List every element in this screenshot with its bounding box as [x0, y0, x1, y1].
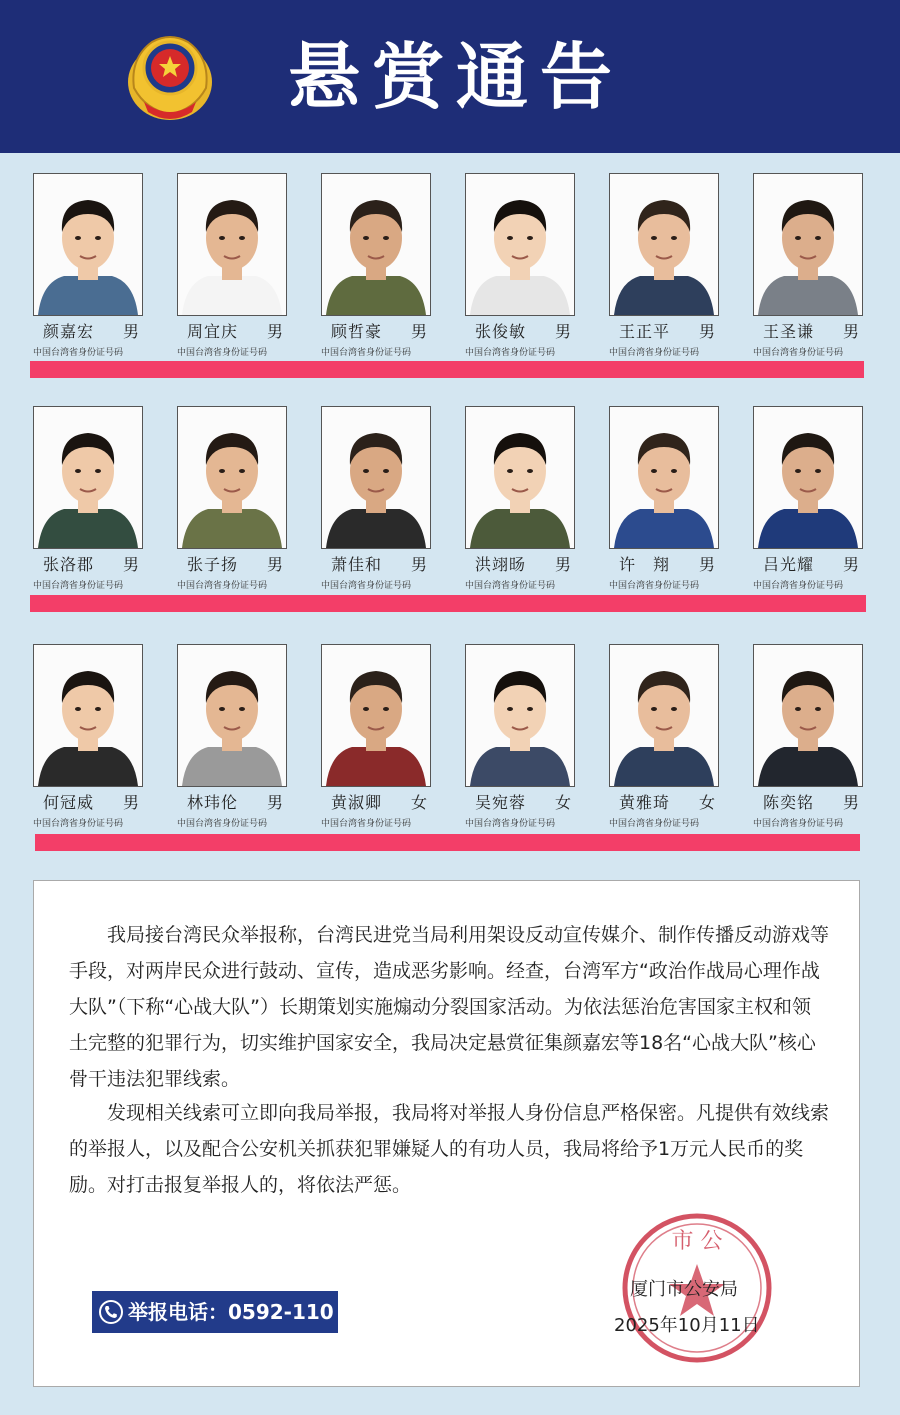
phone-icon — [98, 1299, 124, 1325]
id-number-label: 中国台湾省身份证号码 — [33, 348, 124, 358]
suspect-sex: 女 — [699, 793, 717, 812]
id-number-label: 中国台湾省身份证号码 — [609, 348, 700, 358]
issuing-authority: 厦门市公安局 — [630, 1279, 738, 1300]
suspect-sex: 男 — [123, 555, 141, 574]
suspect-sex: 女 — [555, 793, 573, 812]
id-number-label: 中国台湾省身份证号码 — [753, 348, 844, 358]
suspect-photo — [609, 173, 719, 316]
police-emblem-icon — [124, 28, 216, 122]
id-number-label: 中国台湾省身份证号码 — [465, 581, 556, 591]
suspect-name-line — [609, 321, 729, 343]
suspect-name-line — [753, 321, 873, 343]
suspect-name: 张俊敏 — [475, 322, 527, 341]
suspect-sex: 男 — [843, 793, 861, 812]
suspect-name: 吴宛蓉 — [475, 793, 527, 812]
suspect-name-line — [33, 554, 153, 576]
suspect-name: 王正平 — [619, 322, 671, 341]
suspect-photo — [321, 406, 431, 549]
suspect-name: 颜嘉宏 — [43, 322, 95, 341]
id-number-label: 中国台湾省身份证号码 — [609, 819, 700, 829]
suspect-name: 萧佳和 — [331, 555, 383, 574]
hotline-text: 举报电话：0592-110 — [128, 1300, 334, 1324]
suspect-photo — [33, 173, 143, 316]
suspect-name: 黄淑卿 — [331, 793, 383, 812]
suspect-name-line — [33, 321, 153, 343]
suspect-name-line — [753, 792, 873, 814]
id-number-label: 中国台湾省身份证号码 — [177, 348, 268, 358]
suspect-photo — [753, 644, 863, 787]
suspect-sex: 男 — [699, 555, 717, 574]
suspect-name-line — [465, 792, 585, 814]
id-number-label: 中国台湾省身份证号码 — [321, 819, 412, 829]
suspect-name-line — [465, 321, 585, 343]
suspect-sex: 男 — [123, 793, 141, 812]
suspect-sex: 男 — [843, 555, 861, 574]
id-number-label: 中国台湾省身份证号码 — [753, 819, 844, 829]
red-bar-row-3 — [35, 834, 860, 851]
seal-text: 市 公 — [671, 1229, 723, 1254]
red-bar-row-1 — [30, 361, 864, 378]
suspect-name-line — [177, 321, 297, 343]
id-number-label: 中国台湾省身份证号码 — [609, 581, 700, 591]
id-number-label: 中国台湾省身份证号码 — [177, 819, 268, 829]
id-number-label: 中国台湾省身份证号码 — [465, 348, 556, 358]
suspect-name-line — [33, 792, 153, 814]
suspect-photo — [753, 406, 863, 549]
suspect-sex: 男 — [267, 555, 285, 574]
suspect-sex: 男 — [699, 322, 717, 341]
suspect-sex: 男 — [123, 322, 141, 341]
suspect-sex: 男 — [843, 322, 861, 341]
suspect-name-line — [321, 554, 441, 576]
suspect-photo — [177, 173, 287, 316]
suspect-sex: 男 — [411, 555, 429, 574]
id-number-label: 中国台湾省身份证号码 — [321, 348, 412, 358]
suspect-name: 洪翊旸 — [475, 555, 527, 574]
suspect-name-line — [753, 554, 873, 576]
suspect-photo — [609, 406, 719, 549]
notice-paragraph-2: 发现相关线索可立即向我局举报，我局将对举报人身份信息严格保密。凡提供有效线索的举报人，以及配合公安机关抓获犯罪嫌疑人的有功人员，我局将给予1万元人民币的奖励。对打击报复举报人的，将依法严惩。 — [69, 1102, 830, 1196]
suspect-name: 何冠威 — [43, 793, 95, 812]
suspect-photo — [609, 644, 719, 787]
suspect-photo — [321, 644, 431, 787]
suspect-photo — [465, 644, 575, 787]
suspect-photo — [753, 173, 863, 316]
issue-date: 2025年10月11日 — [614, 1315, 760, 1336]
suspect-name: 张洛郡 — [43, 555, 95, 574]
id-number-label: 中国台湾省身份证号码 — [321, 581, 412, 591]
suspect-sex: 男 — [267, 322, 285, 341]
suspect-name-line — [609, 554, 729, 576]
id-number-label: 中国台湾省身份证号码 — [33, 581, 124, 591]
suspect-photo — [33, 406, 143, 549]
suspect-name: 黄雅琦 — [619, 793, 671, 812]
suspect-photo — [177, 644, 287, 787]
notice-panel — [33, 880, 860, 1387]
suspect-name: 许 翔 — [619, 555, 671, 574]
notice-paragraph-1: 我局接台湾民众举报称，台湾民进党当局利用架设反动宣传媒介、制作传播反动游戏等手段，对两岸民众进行鼓动、宣传，造成恶劣影响。经查，台湾军方“政治作战局心理作战大队”（下称“心战大队”）长期策划实施煽动分裂国家活动。为依法惩治危害国家主权和领土完整的犯罪行为，切实维护国家安全，我局决定悬赏征集颜嘉宏等18名“心战大队”核心骨干违法犯罪线索。 — [69, 924, 830, 1090]
id-number-label: 中国台湾省身份证号码 — [753, 581, 844, 591]
suspect-photo — [465, 406, 575, 549]
suspect-name: 王圣谦 — [763, 322, 815, 341]
suspect-sex: 男 — [555, 322, 573, 341]
suspect-sex: 男 — [555, 555, 573, 574]
suspect-name: 林玮伦 — [187, 793, 239, 812]
suspect-sex: 男 — [267, 793, 285, 812]
suspect-name-line — [177, 554, 297, 576]
suspect-name: 顾哲豪 — [331, 322, 383, 341]
red-bar-row-2 — [30, 595, 866, 612]
suspect-name-line — [609, 792, 729, 814]
suspect-name: 陈奕铭 — [763, 793, 815, 812]
id-number-label: 中国台湾省身份证号码 — [33, 819, 124, 829]
hotline-badge — [92, 1291, 338, 1333]
suspect-name: 吕光耀 — [763, 555, 815, 574]
page-title: 悬赏通告 — [288, 35, 625, 119]
id-number-label: 中国台湾省身份证号码 — [177, 581, 268, 591]
suspect-photo — [465, 173, 575, 316]
suspect-name-line — [321, 792, 441, 814]
suspect-name: 张子扬 — [187, 555, 239, 574]
id-number-label: 中国台湾省身份证号码 — [465, 819, 556, 829]
suspect-photo — [33, 644, 143, 787]
suspect-name: 周宜庆 — [187, 322, 239, 341]
header-banner — [0, 0, 900, 153]
suspect-name-line — [321, 321, 441, 343]
suspect-photo — [177, 406, 287, 549]
suspect-photo — [321, 173, 431, 316]
suspect-name-line — [465, 554, 585, 576]
suspect-sex: 男 — [411, 322, 429, 341]
suspect-sex: 女 — [411, 793, 429, 812]
suspect-name-line — [177, 792, 297, 814]
